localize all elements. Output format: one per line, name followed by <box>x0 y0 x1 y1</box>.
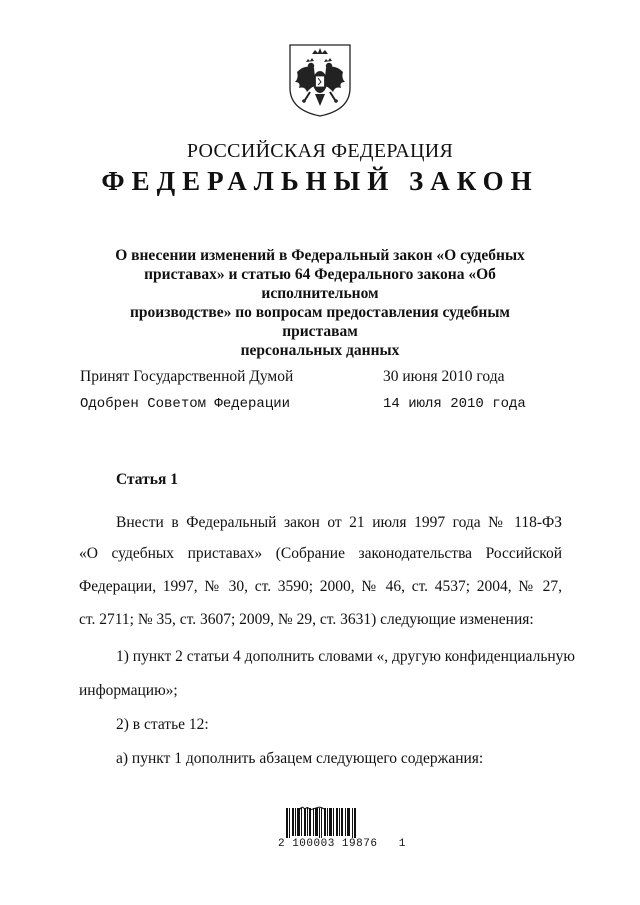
article-line: а) пункт 1 дополнить абзацем следующего содержания: <box>116 750 484 767</box>
country-name: РОССИЙСКАЯ ФЕДЕРАЦИЯ <box>186 140 454 162</box>
subject-line: производстве» по вопросам предоставления судебным приставам <box>130 304 510 340</box>
subject-line: приставах» и статью 64 Федерального закона «Об исполнительном <box>144 266 496 302</box>
article-line: «О судебных приставах» (Собрание законодательства Российской <box>79 545 562 562</box>
article-line: Федерации, 1997, № 30, ст. 3590; 2000, № 46, ст. 4537; 2004, № 27, <box>79 578 562 595</box>
law-type-title: ФЕДЕРАЛЬНЫЙ ЗАКОН <box>101 166 539 196</box>
article-title: Статья 1 <box>116 471 178 488</box>
article-line: 1) пункт 2 статьи 4 дополнить словами «, другую конфиденциальную <box>116 648 576 665</box>
subject-line: О внесении изменений в Федеральный закон «О судебных <box>115 247 525 264</box>
barcode-icon <box>286 808 358 838</box>
article-line: 2) в статье 12: <box>116 716 209 733</box>
coat-of-arms-icon <box>287 42 353 118</box>
duma-adoption-date: 30 июня 2010 года <box>383 368 505 385</box>
subject-line: персональных данных <box>240 342 400 359</box>
council-approval-date: 14 июля 2010 года <box>383 396 526 412</box>
law-subject <box>106 246 534 360</box>
duma-adoption-label: Принят Государственной Думой <box>80 368 294 385</box>
council-approval-label: Одобрен Советом Федерации <box>80 396 291 412</box>
article-line: Внести в Федеральный закон от 21 июля 1997 года № 118-ФЗ <box>116 514 562 531</box>
barcode-number: 2 100003 19876 1 <box>278 838 406 850</box>
article-line: информацию»; <box>79 682 178 699</box>
article-line: ст. 2711; № 35, ст. 3607; 2009, № 29, ст. 3631) следующие изменения: <box>79 611 534 628</box>
